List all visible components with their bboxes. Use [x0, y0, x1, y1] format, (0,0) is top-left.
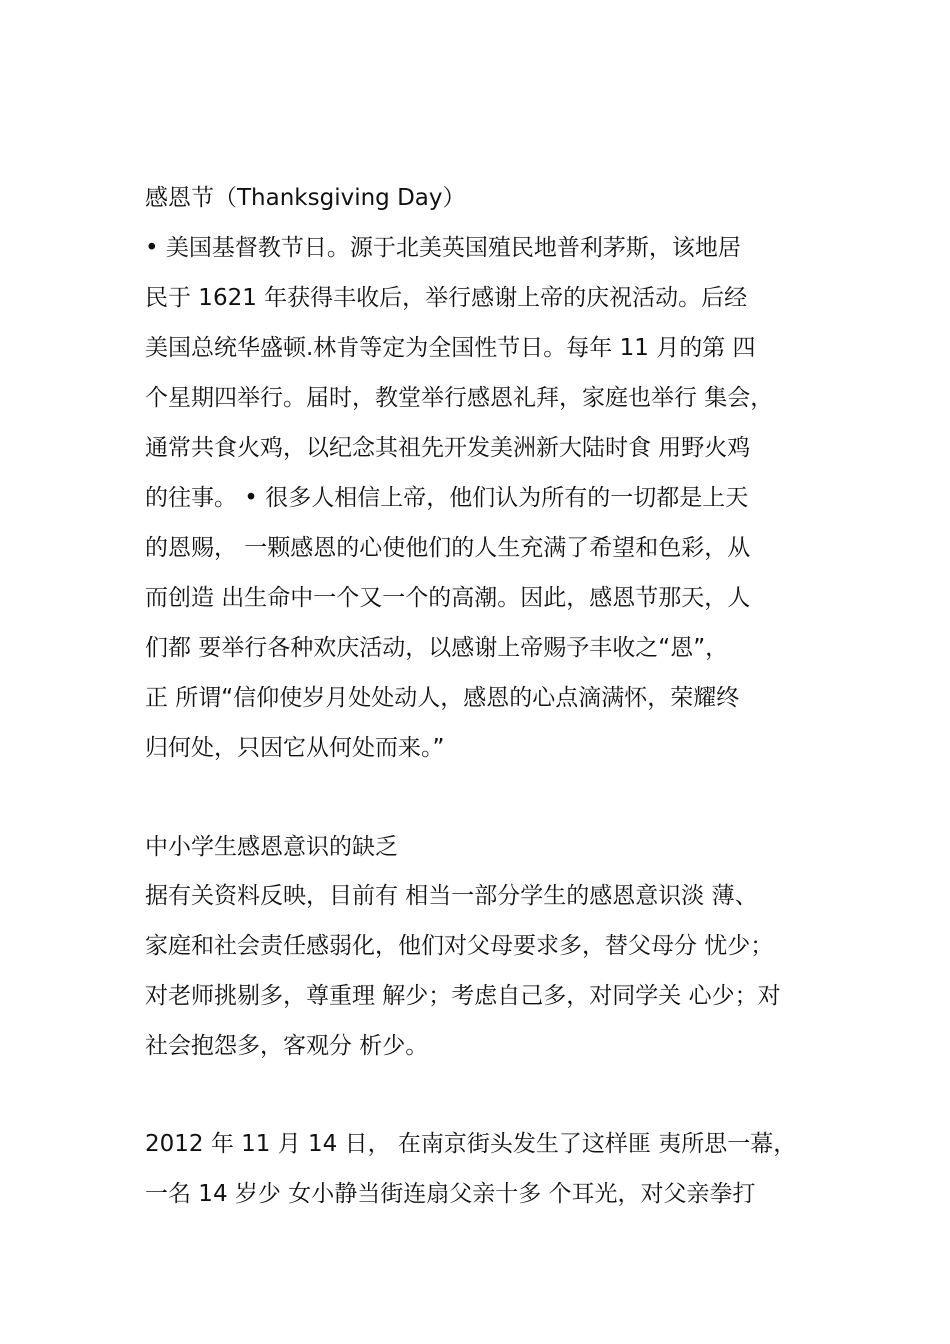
paragraph-line: 通常共食火鸡，以纪念其祖先开发美洲新大陆时食 用野火鸡 [145, 435, 751, 461]
paragraph-line: 据有关资料反映，目前有 相当一部分学生的感恩意识淡 薄、 [145, 883, 758, 909]
paragraph-line: 美国总统华盛顿.林肯等定为全国性节日。每年 11 月的第 四 [145, 335, 756, 361]
paragraph-line: 正 所谓“信仰使岁月处处动人，感恩的心点滴满怀，荣耀终 [145, 685, 740, 711]
paragraph-line: 归何处，只因它从何处而来。” [145, 735, 445, 761]
paragraph-line: 社会抱怨多，客观分 析少。 [145, 1033, 429, 1059]
section1-heading: 感恩节（Thanksgiving Day） [145, 185, 466, 211]
paragraph-line: 2012 年 11 月 14 日， 在南京街头发生了这样匪 夷所思一幕， [145, 1131, 797, 1157]
paragraph-line: 民于 1621 年获得丰收后，举行感谢上帝的庆祝活动。后经 [145, 285, 748, 311]
paragraph-line: 的往事。 • 很多人相信上帝，他们认为所有的一切都是上天 [145, 485, 749, 511]
paragraph-line: 而创造 出生命中一个又一个的高潮。因此，感恩节那天，人 [145, 585, 751, 611]
paragraph-line: 个星期四举行。届时，教堂举行感恩礼拜，家庭也举行 集会， [145, 385, 774, 411]
section2-heading: 中小学生感恩意识的缺乏 [145, 834, 398, 860]
paragraph-line: 的恩赐， 一颗感恩的心使他们的人生充满了希望和色彩，从 [145, 535, 751, 561]
paragraph-line: • 美国基督教节日。源于北美英国殖民地普利茅斯，该地居 [145, 235, 741, 261]
paragraph-line: 一名 14 岁少 女小静当街连扇父亲十多 个耳光，对父亲拳打 [145, 1181, 756, 1207]
paragraph-line: 们都 要举行各种欢庆活动，以感谢上帝赐予丰收之“恩”， [145, 635, 729, 661]
paragraph-line: 对老师挑剔多，尊重理 解少；考虑自己多，对同学关 心少；对 [145, 983, 781, 1009]
paragraph-line: 家庭和社会责任感弱化，他们对父母要求多，替父母分 忧少； [145, 933, 774, 959]
